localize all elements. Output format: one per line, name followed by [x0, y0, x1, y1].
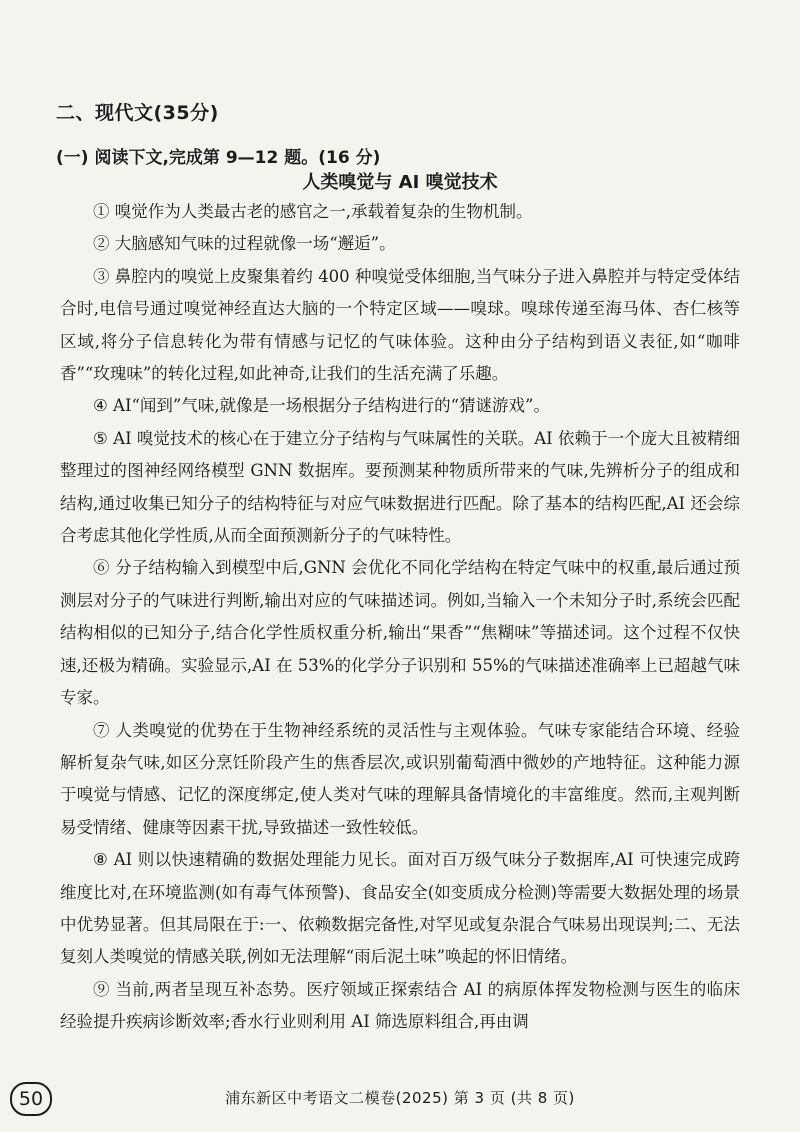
page-footer	[0, 1082, 800, 1122]
paragraph-5: ⑤ AI 嗅觉技术的核心在于建立分子结构与气味属性的关联。AI 依赖于一个庞大且被精细整理过的图神经网络模型 GNN 数据库。要预测某种物质所带来的气味,先辨析分子的组成和结构,通过收集已知分子的结构特征与对应气味数据进行匹配。除了基本的结构匹配,AI 还会综合考虑其他化学性质,从而全面预测新分子的气味特性。	[60, 428, 740, 546]
paragraph-3: ③ 鼻腔内的嗅觉上皮聚集着约 400 种嗅觉受体细胞,当气味分子进入鼻腔并与特定受体结合时,电信号通过嗅觉神经直达大脑的一个特定区域——嗅球。嗅球传递至海马体、杏仁核等区域,将分子信息转化为带有情感与记忆的气味体验。这种由分子结构到语义表征,如“咖啡香”“玫瑰味”的转化过程,如此神奇,让我们的生活充满了乐趣。	[60, 266, 740, 384]
paragraph-9: ⑨ 当前,两者呈现互补态势。医疗领域正探索结合 AI 的病原体挥发物检测与医生的临床经验提升疾病诊断效率;香水行业则利用 AI 筛选原料组合,再由调	[60, 979, 740, 1032]
paragraph-2: ② 大脑感知气味的过程就像一场“邂逅”。	[93, 234, 396, 254]
article-body	[60, 196, 740, 1039]
section-title: 二、现代文(35分)	[56, 102, 219, 124]
footer-text: 浦东新区中考语文二模卷(2025) 第 3 页 (共 8 页)	[225, 1089, 575, 1107]
paragraph-7: ⑦ 人类嗅觉的优势在于生物神经系统的灵活性与主观体验。气味专家能结合环境、经验解析复杂气味,如区分烹饪阶段产生的焦香层次,或识别葡萄酒中微妙的产地特征。这种能力源于嗅觉与情感、记忆的深度绑定,使人类对气味的理解具备情境化的丰富维度。然而,主观判断易受情绪、健康等因素干扰,导致描述一致性较低。	[60, 720, 740, 837]
paragraph-4: ④ AI“闻到”气味,就像是一场根据分子结构进行的“猜谜游戏”。	[93, 396, 550, 416]
article-title: 人类嗅觉与 AI 嗅觉技术	[302, 172, 498, 193]
paragraph-6: ⑥ 分子结构输入到模型中后,GNN 会优化不同化学结构在特定气味中的权重,最后通过预测层对分子的气味进行判断,输出对应的气味描述词。例如,当输入一个未知分子时,系统会匹配结构相似的已知分子,结合化学性质权重分析,输出“果香”“焦糊味”等描述词。这个过程不仅快速,还极为精确。实验显示,AI 在 53%的化学分子识别和 55%的气味描述准确率上已超越气味专家。	[60, 558, 740, 708]
paragraph-1: ① 嗅觉作为人类最古老的感官之一,承载着复杂的生物机制。	[93, 202, 533, 221]
question-intro: (一) 阅读下文,完成第 9—12 题。(16 分)	[56, 148, 381, 168]
paragraph-8: ⑧ AI 则以快速精确的数据处理能力见长。面对百万级气味分子数据库,AI 可快速完成跨维度比对,在环境监测(如有毒气体预警)、食品安全(如变质成分检测)等需要大数据处理的场景中优势显著。但其局限在于:一、依赖数据完备性,对罕见或复杂混合气味易出现误判;二、无法复刻人类嗅觉的情感关联,例如无法理解“雨后泥土味”唤起的怀旧情绪。	[60, 850, 740, 967]
page-number-badge: 50	[10, 1082, 52, 1116]
